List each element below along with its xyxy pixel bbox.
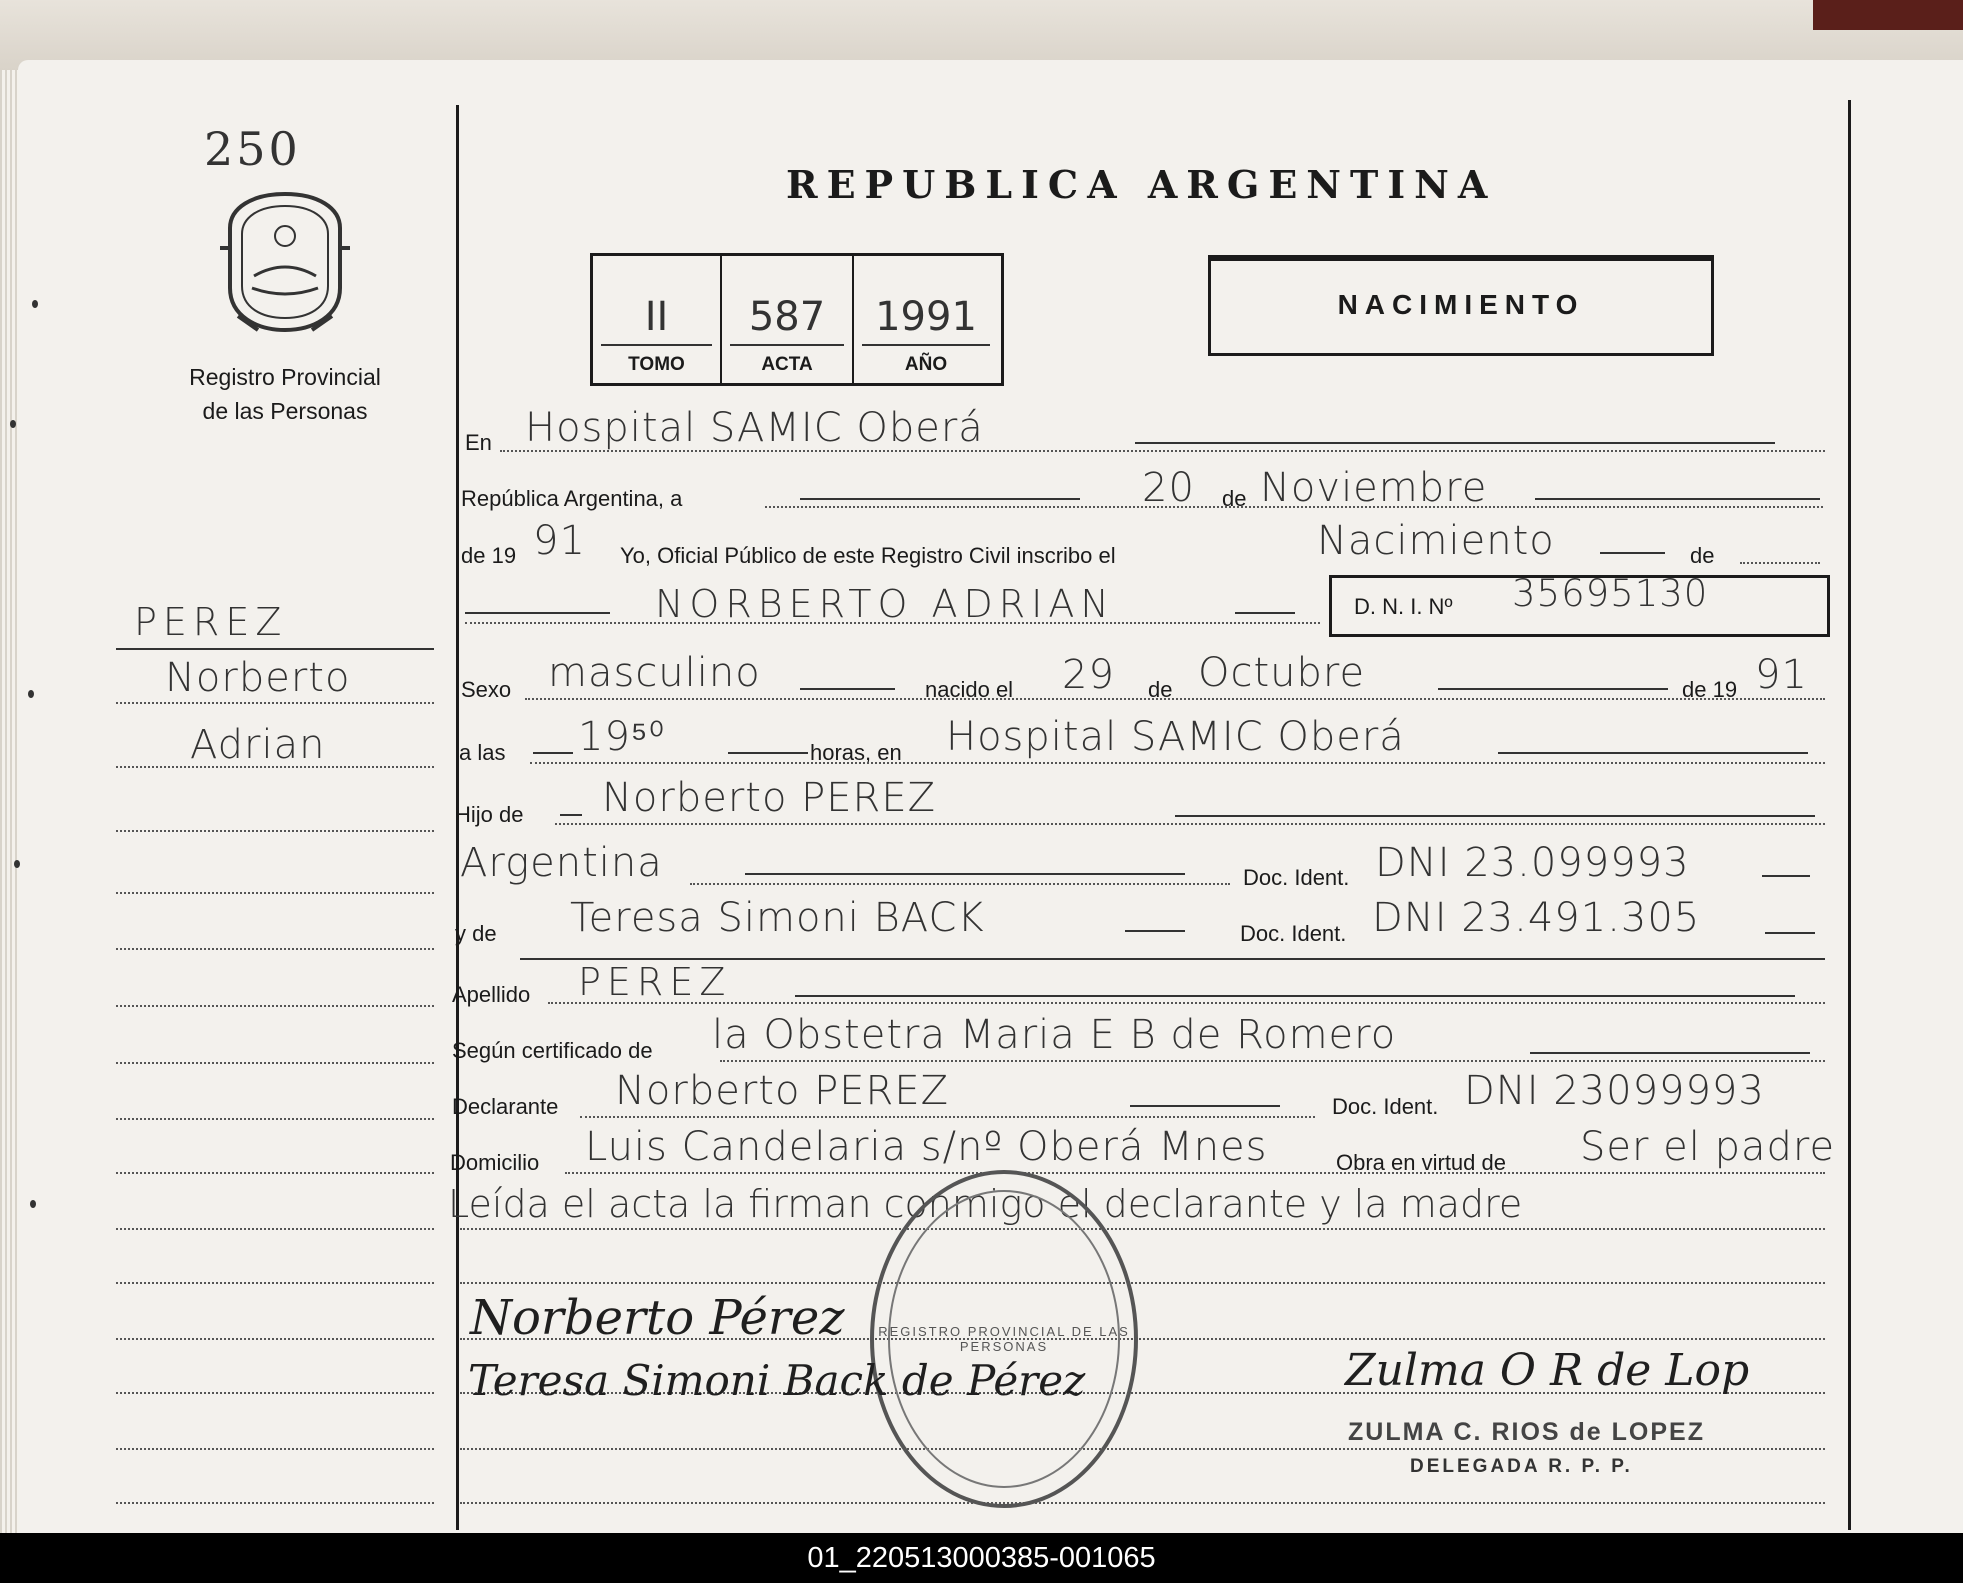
right-border bbox=[1848, 100, 1851, 1530]
filler-dash bbox=[465, 612, 610, 614]
margin-rule bbox=[116, 702, 434, 704]
hour-value: 19⁵⁰ bbox=[578, 714, 666, 760]
filler-dash bbox=[560, 814, 582, 816]
birth-year-suffix: 91 bbox=[1755, 652, 1808, 698]
apellido-label: Apellido bbox=[452, 982, 531, 1007]
margin-rule bbox=[116, 1448, 434, 1450]
year-suffix: 91 bbox=[533, 518, 586, 564]
dni-box bbox=[1329, 572, 1830, 637]
de-label: de bbox=[1222, 486, 1247, 511]
filler-dash bbox=[745, 873, 1185, 875]
issuer-line1: Registro Provincial bbox=[189, 364, 381, 390]
month-value: Noviembre bbox=[1260, 465, 1488, 511]
margin-top-rule bbox=[116, 648, 434, 650]
margin-rule bbox=[116, 1228, 434, 1230]
ink-speck bbox=[30, 1200, 36, 1208]
tomo-value: II bbox=[644, 294, 669, 340]
day-value: 20 bbox=[1142, 465, 1195, 511]
underline bbox=[862, 344, 990, 346]
anio-label: AÑO bbox=[904, 354, 948, 375]
ink-speck bbox=[28, 690, 34, 698]
book-cover-corner bbox=[1813, 0, 1963, 30]
official-title: DELEGADA R. P. P. bbox=[1410, 1456, 1633, 1477]
filler-dash bbox=[800, 688, 895, 690]
official-signature: Zulma O R de Lop bbox=[1345, 1345, 1750, 1396]
filler-dash bbox=[1130, 1105, 1280, 1107]
filler-dash bbox=[795, 995, 1795, 997]
form-rule bbox=[580, 1116, 1315, 1118]
form-rule bbox=[460, 1282, 1825, 1284]
year-prefix: de 19 bbox=[461, 543, 517, 568]
ink-speck bbox=[14, 860, 20, 868]
margin-rule bbox=[116, 1062, 434, 1064]
en-value: Hospital SAMIC Oberá bbox=[525, 405, 984, 451]
filler-dash bbox=[533, 752, 573, 754]
form-rule bbox=[465, 622, 1320, 624]
misiones-emblem-icon bbox=[218, 188, 352, 336]
filler-dash bbox=[800, 498, 1080, 500]
filler-dash bbox=[1235, 612, 1295, 614]
birth-place: Hospital SAMIC Oberá bbox=[946, 714, 1405, 760]
dni-value: 35695130 bbox=[1512, 572, 1709, 615]
underline bbox=[601, 344, 712, 346]
filler-dash bbox=[1762, 875, 1810, 877]
filler-dash bbox=[1498, 752, 1808, 754]
declarante-value: Norberto PEREZ bbox=[615, 1068, 950, 1114]
margin-surname: PEREZ bbox=[134, 600, 288, 644]
form-rule bbox=[460, 1448, 1825, 1450]
issuer-line2: de las Personas bbox=[202, 398, 368, 424]
form-rule bbox=[555, 823, 1825, 825]
acta-value: 587 bbox=[748, 294, 826, 340]
document-title: REPUBLICA ARGENTINA bbox=[786, 162, 1497, 207]
father-doc: DNI 23.099993 bbox=[1375, 840, 1690, 886]
form-rule bbox=[530, 762, 1825, 764]
a-las-label: a las bbox=[459, 740, 506, 765]
mother-doc: DNI 23.491.305 bbox=[1372, 895, 1701, 941]
filler-dash bbox=[1175, 815, 1815, 817]
form-rule bbox=[765, 506, 1823, 508]
filler-dash bbox=[728, 752, 808, 754]
child-name: NORBERTO ADRIAN bbox=[655, 582, 1115, 626]
declarante-doc-label: Doc. Ident. bbox=[1332, 1094, 1439, 1119]
mother-doc-label: Doc. Ident. bbox=[1240, 921, 1347, 946]
obra-value: Ser el padre bbox=[1580, 1124, 1836, 1170]
margin-rule bbox=[116, 1502, 434, 1504]
filler-dash bbox=[1765, 932, 1815, 934]
stamp-text: REGISTRO PROVINCIAL DE LAS PERSONAS bbox=[878, 1324, 1130, 1354]
form-rule bbox=[1740, 562, 1820, 564]
segun-value: la Obstetra Maria E B de Romero bbox=[712, 1012, 1397, 1058]
official-name: ZULMA C. RIOS de LOPEZ bbox=[1348, 1418, 1705, 1446]
de-label-2: de bbox=[1690, 543, 1715, 568]
father-doc-label: Doc. Ident. bbox=[1243, 865, 1350, 890]
tomo-label: TOMO bbox=[628, 354, 685, 375]
margin-rule bbox=[116, 1005, 434, 1007]
registry-stamp bbox=[870, 1170, 1138, 1508]
ink-speck bbox=[32, 300, 38, 308]
y-de-label: y de bbox=[455, 921, 497, 946]
record-type-box bbox=[1208, 255, 1714, 356]
filler-dash bbox=[1535, 498, 1820, 500]
margin-first-name: Norberto bbox=[165, 655, 351, 701]
margin-rule bbox=[116, 892, 434, 894]
birth-year-prefix: de 19 bbox=[1682, 677, 1738, 702]
father-name: Norberto PEREZ bbox=[602, 775, 937, 821]
form-rule bbox=[548, 1002, 1825, 1004]
form-rule bbox=[500, 450, 1825, 452]
form-rule bbox=[460, 1228, 1825, 1230]
margin-rule bbox=[116, 766, 434, 768]
margin-rule bbox=[116, 1118, 434, 1120]
dni-label: D. N. I. Nº bbox=[1354, 594, 1453, 619]
anio-value: 1991 bbox=[875, 294, 977, 340]
horas-en-label: horas, en bbox=[810, 740, 902, 765]
sexo-value: masculino bbox=[548, 650, 761, 696]
margin-middle-name: Adrian bbox=[190, 722, 326, 768]
obra-label: Obra en virtud de bbox=[1336, 1150, 1506, 1175]
form-rule bbox=[720, 1060, 1825, 1062]
domicilio-label: Domicilio bbox=[450, 1150, 540, 1175]
acta-label: ACTA bbox=[761, 354, 813, 375]
record-type: NACIMIENTO bbox=[1337, 289, 1585, 320]
margin-rule bbox=[116, 1338, 434, 1340]
margin-rule bbox=[116, 948, 434, 950]
sexo-label: Sexo bbox=[461, 677, 512, 702]
father-signature: Norberto Pérez bbox=[470, 1290, 845, 1346]
hijo-label: Hijo de bbox=[455, 802, 524, 827]
domicilio-value: Luis Candelaria s/nº Oberá Mnes bbox=[585, 1124, 1268, 1170]
nacido-label: nacido el bbox=[925, 677, 1014, 702]
republica-label: República Argentina, a bbox=[461, 486, 683, 511]
page-stack-edge bbox=[0, 70, 20, 1533]
filler-dash bbox=[1125, 930, 1185, 932]
form-rule bbox=[690, 883, 1230, 885]
declarante-label: Declarante bbox=[452, 1094, 559, 1119]
closing-note: Leída el acta la firman conmigo el declarante y la madre bbox=[448, 1182, 1523, 1226]
declarante-doc: DNI 23099993 bbox=[1464, 1068, 1765, 1114]
image-identifier: 01_220513000385-001065 bbox=[0, 1533, 1963, 1583]
filler-dash bbox=[1135, 442, 1775, 444]
birth-month: Octubre bbox=[1198, 650, 1366, 696]
margin-rule bbox=[116, 1282, 434, 1284]
de-label-3: de bbox=[1148, 677, 1173, 702]
form-rule bbox=[525, 698, 1825, 700]
ink-speck bbox=[10, 420, 16, 428]
form-rule bbox=[460, 1502, 1825, 1504]
anio-cell bbox=[854, 256, 998, 383]
filler-dash bbox=[1530, 1052, 1810, 1054]
filler-dash bbox=[1600, 552, 1665, 554]
father-nationality: Argentina bbox=[460, 840, 663, 886]
tomo-cell bbox=[593, 256, 722, 383]
acta-cell bbox=[722, 256, 854, 383]
filler-dash bbox=[1438, 688, 1668, 690]
mother-name: Teresa Simoni BACK bbox=[570, 895, 985, 941]
reference-box bbox=[590, 253, 1004, 386]
margin-rule bbox=[116, 1172, 434, 1174]
segun-label: Según certificado de bbox=[452, 1038, 653, 1063]
issuer-label bbox=[150, 360, 420, 428]
mother-signature: Teresa Simoni Back de Pérez bbox=[468, 1356, 1086, 1405]
margin-rule bbox=[116, 1392, 434, 1394]
form-rule bbox=[565, 1172, 1825, 1174]
page-number: 250 bbox=[204, 122, 301, 176]
en-label: En bbox=[465, 430, 492, 455]
apellido-value: PEREZ bbox=[578, 960, 732, 1004]
underline bbox=[730, 344, 844, 346]
margin-rule bbox=[116, 830, 434, 832]
inscribo-label: Yo, Oficial Público de este Registro Civil inscribo el bbox=[620, 543, 1116, 568]
birth-day: 29 bbox=[1062, 652, 1115, 698]
inscribo-value: Nacimiento bbox=[1317, 518, 1555, 564]
